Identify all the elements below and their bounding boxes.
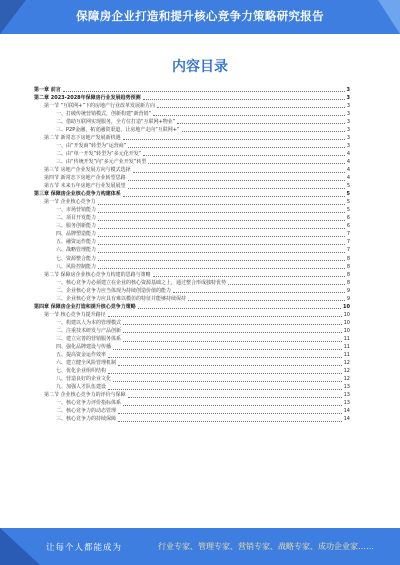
toc-entry-page: 9 — [346, 295, 350, 302]
toc-entry-page: 3 — [346, 86, 350, 93]
toc-entry-page: 7 — [346, 231, 350, 238]
toc-entry[interactable] — [34, 141, 350, 149]
toc-entry-title: 一、核心竞争力必须建立在企业的核心资源基础之上，通过整合形成独特优势 — [56, 279, 227, 286]
toc-entry-title: 第三章 保障房企业核心竞争力构建体系 — [34, 191, 121, 198]
toc-entry-page: 4 — [346, 150, 350, 157]
header-bar — [0, 0, 400, 34]
toc-leader-dots — [123, 196, 345, 197]
toc-entry[interactable] — [34, 101, 350, 109]
toc-entry[interactable] — [34, 206, 350, 214]
toc-entry-title: 第三节 房地产企业发展方向与模式选择 — [44, 167, 131, 174]
toc-entry[interactable] — [34, 399, 350, 407]
toc-entry-title: 七、优化企业组织结构 — [56, 368, 107, 375]
footer-decoration — [0, 528, 40, 565]
toc-entry[interactable] — [34, 383, 350, 391]
toc-leader-dots — [108, 389, 342, 390]
toc-leader-dots — [188, 300, 345, 301]
toc-leader-dots — [128, 188, 345, 189]
toc-leader-dots — [157, 107, 345, 108]
toc-entry-page: 3 — [346, 142, 350, 149]
toc-entry-title: 三、由“传统开发”向“多元产业开发”转型 — [56, 158, 147, 165]
toc-entry-title: 第二节 新常态下房地产发展新机遇 — [44, 134, 121, 141]
toc-leader-dots — [118, 365, 342, 366]
toc-entry-page: 13 — [343, 392, 350, 399]
toc-entry[interactable] — [34, 246, 350, 254]
toc-entry[interactable] — [34, 198, 350, 206]
table-of-contents — [34, 85, 350, 423]
toc-entry-page: 8 — [346, 271, 350, 278]
toc-entry-page: 11 — [343, 344, 350, 351]
toc-entry[interactable] — [34, 93, 350, 101]
toc-leader-dots — [123, 405, 342, 406]
toc-entry-page: 5 — [346, 199, 350, 206]
toc-leader-dots — [98, 212, 345, 213]
toc-leader-dots — [98, 220, 345, 221]
toc-leader-dots — [153, 115, 345, 116]
toc-leader-dots — [98, 236, 345, 237]
toc-leader-dots — [98, 228, 345, 229]
toc-entry[interactable] — [34, 165, 350, 173]
toc-entry[interactable] — [34, 286, 350, 294]
toc-entry[interactable] — [34, 117, 350, 125]
toc-leader-dots — [182, 131, 345, 132]
toc-entry[interactable] — [34, 375, 350, 383]
toc-entry-title: 二、由“单一开发”转型为“多元化开发” — [56, 150, 142, 157]
toc-entry-title: 四、品牌塑造能力 — [56, 231, 97, 238]
toc-entry-page: 3 — [346, 110, 350, 117]
toc-leader-dots — [98, 244, 345, 245]
toc-entry[interactable] — [34, 407, 350, 415]
toc-entry[interactable] — [34, 254, 350, 262]
toc-entry[interactable] — [34, 109, 350, 117]
toc-entry-title: 第一节 核心竞争力提升路径 — [44, 311, 106, 318]
toc-entry[interactable] — [34, 182, 350, 190]
toc-leader-dots — [108, 373, 342, 374]
toc-entry-title: 第一节 “互联网+”下的房地产行业改革发展新方向 — [44, 102, 155, 109]
toc-entry-page: 4 — [346, 158, 350, 165]
toc-leader-dots — [63, 91, 345, 92]
toc-entry-page: 5 — [346, 191, 350, 198]
toc-entry[interactable] — [34, 190, 350, 198]
toc-entry-page: 3 — [346, 134, 350, 141]
toc-entry-title: 第二节 企业核心竞争力的评价与保障 — [44, 392, 126, 399]
toc-entry-page: 8 — [346, 279, 350, 286]
toc-leader-dots — [123, 341, 342, 342]
toc-entry-title: 三、核心竞争力的持续保障 — [56, 416, 117, 423]
toc-entry-page: 5 — [346, 207, 350, 214]
toc-entry-page: 4 — [346, 175, 350, 182]
toc-entry-title: 二、注重技术研发与产品创新 — [56, 327, 122, 334]
toc-entry-title: 八、风险控制能力 — [56, 263, 97, 270]
toc-entry-title: 第一章 前言 — [34, 86, 61, 93]
toc-entry[interactable] — [34, 359, 350, 367]
toc-entry-page: 3 — [346, 126, 350, 133]
toc-entry-page: 7 — [346, 239, 350, 246]
toc-entry[interactable] — [34, 351, 350, 359]
toc-entry-title: 四、强化品牌建设与传播 — [56, 344, 112, 351]
toc-entry-page: 13 — [343, 400, 350, 407]
toc-entry[interactable] — [34, 214, 350, 222]
toc-leader-dots — [98, 252, 345, 253]
toc-entry[interactable] — [34, 270, 350, 278]
toc-entry[interactable] — [34, 133, 350, 141]
toc-entry[interactable] — [34, 326, 350, 334]
toc-entry-page: 3 — [346, 94, 350, 101]
toc-entry-page: 3 — [346, 118, 350, 125]
toc-entry-page: 10 — [343, 327, 350, 334]
toc-entry-page: 12 — [343, 360, 350, 367]
toc-entry-page: 6 — [346, 215, 350, 222]
toc-heading: 内容目录 — [172, 59, 228, 75]
toc-entry-title: 一、构建以人为本的管理模式 — [56, 319, 122, 326]
toc-entry-title: 九、加强人才队伍建设 — [56, 384, 107, 391]
toc-leader-dots — [173, 292, 345, 293]
toc-entry-title: 五、融资运作能力 — [56, 239, 97, 246]
footer-experts: 行业专家、管理专家、营销专家、战略专家、成功企业家…… — [158, 542, 374, 551]
toc-entry-title: 第一节 企业核心竞争力 — [44, 199, 96, 206]
toc-entry-page: 4 — [346, 167, 350, 174]
toc-entry-title: 三、企业核心竞争力应具有难以模仿的特征并能够持续保持 — [56, 295, 187, 302]
toc-entry-title: 三、P2P金融，拓宽融资渠道，让房地产走向“互联网+” — [56, 126, 180, 133]
toc-entry-page: 8 — [346, 255, 350, 262]
toc-leader-dots — [118, 413, 342, 414]
footer-bar — [0, 528, 400, 565]
toc-entry[interactable] — [34, 278, 350, 286]
toc-entry-page: 14 — [343, 416, 350, 423]
toc-entry-page: 8 — [346, 263, 350, 270]
toc-leader-dots — [98, 260, 345, 261]
toc-leader-dots — [138, 308, 341, 309]
toc-entry-title: 二、借助互联网实现服务，全方位打造“互联网+物业” — [56, 118, 176, 125]
toc-leader-dots — [98, 204, 345, 205]
toc-entry-title: 第二章 2023-2028年保障房行业发展趋势预测 — [34, 94, 141, 101]
toc-entry[interactable] — [34, 238, 350, 246]
toc-entry[interactable] — [34, 334, 350, 342]
toc-entry[interactable] — [34, 230, 350, 238]
toc-entry-page: 14 — [343, 408, 350, 415]
toc-entry[interactable] — [34, 294, 350, 302]
toc-leader-dots — [108, 316, 342, 317]
toc-leader-dots — [123, 324, 342, 325]
toc-leader-dots — [113, 381, 342, 382]
toc-entry-title: 三、服务创新能力 — [56, 223, 97, 230]
toc-entry-title: 六、战略管理能力 — [56, 247, 97, 254]
toc-entry-title: 二、企业核心竞争力应当体现为持续创造价值的能力 — [56, 287, 172, 294]
toc-entry-title: 第四章 保障房企业打造和提升核心竞争力策略 — [34, 303, 136, 310]
toc-leader-dots — [113, 349, 342, 350]
toc-entry-title: 一、市场营销能力 — [56, 207, 97, 214]
toc-entry-page: 5 — [346, 183, 350, 190]
toc-leader-dots — [148, 163, 344, 164]
toc-leader-dots — [133, 172, 345, 173]
toc-entry-title: 一、核心竞争力评价指标体系 — [56, 400, 122, 407]
toc-entry-title: 六、建立健全风险管理机制 — [56, 360, 117, 367]
toc-entry[interactable] — [34, 85, 350, 93]
toc-entry[interactable] — [34, 391, 350, 399]
toc-entry-title: 二、项目开发能力 — [56, 215, 97, 222]
toc-entry-page: 10 — [343, 319, 350, 326]
toc-leader-dots — [128, 397, 342, 398]
toc-entry-title: 三、建立完善的营销服务体系 — [56, 336, 122, 342]
toc-leader-dots — [143, 99, 345, 100]
toc-leader-dots — [128, 180, 345, 181]
toc-entry[interactable] — [34, 310, 350, 318]
toc-entry-title: 第二节 保障房企业核心竞争力构建的思路与策略 — [44, 271, 151, 278]
toc-entry-page: 10 — [343, 311, 350, 318]
toc-leader-dots — [228, 284, 345, 285]
toc-entry[interactable] — [34, 318, 350, 326]
toc-entry-page: 12 — [343, 368, 350, 375]
toc-entry[interactable] — [34, 222, 350, 230]
toc-entry-page: 10 — [343, 303, 350, 310]
toc-entry-title: 一、由“开发商”转型为“运营商” — [56, 142, 127, 149]
toc-entry-title: 五、提高资金运作效率 — [56, 352, 107, 359]
toc-entry-page: 7 — [346, 247, 350, 254]
toc-entry[interactable] — [34, 302, 350, 310]
toc-leader-dots — [153, 276, 345, 277]
toc-entry[interactable] — [34, 343, 350, 351]
toc-entry-title: 二、核心竞争力的动态管理 — [56, 408, 117, 415]
toc-entry-page: 3 — [346, 102, 350, 109]
toc-entry[interactable] — [34, 174, 350, 182]
toc-leader-dots — [98, 268, 345, 269]
toc-entry[interactable] — [34, 367, 350, 375]
toc-entry-title: 八、营造良好的企业文化 — [56, 376, 112, 383]
toc-entry-title: 七、资源整合能力 — [56, 255, 97, 262]
toc-entry-title: 第四节 新常态下房地产企业转型思路 — [44, 175, 126, 182]
toc-entry[interactable] — [34, 415, 350, 423]
toc-entry-page: 13 — [343, 384, 350, 391]
document-title: 保障房企业打造和提升核心竞争力策略研究报告 — [76, 9, 324, 23]
toc-leader-dots — [123, 139, 345, 140]
toc-entry-page: 12 — [343, 376, 350, 383]
toc-entry-page: 11 — [343, 352, 350, 359]
toc-leader-dots — [177, 123, 344, 124]
toc-leader-dots — [118, 421, 342, 422]
toc-entry-page: 9 — [346, 287, 350, 294]
toc-entry[interactable] — [34, 157, 350, 165]
toc-entry[interactable] — [34, 125, 350, 133]
toc-entry-title: 一、打破传统营销模式，创新构建“新营销” — [56, 110, 152, 117]
toc-leader-dots — [123, 332, 342, 333]
toc-entry-page: 11 — [343, 336, 350, 342]
toc-leader-dots — [108, 357, 342, 358]
toc-leader-dots — [128, 147, 344, 148]
toc-entry[interactable] — [34, 262, 350, 270]
toc-leader-dots — [143, 155, 344, 156]
toc-entry-page: 6 — [346, 223, 350, 230]
toc-entry-title: 第五节 未来五年房地产行业发展展望 — [44, 183, 126, 190]
footer-slogan: 让每个人都能成为 — [46, 543, 123, 553]
toc-entry[interactable] — [34, 149, 350, 157]
